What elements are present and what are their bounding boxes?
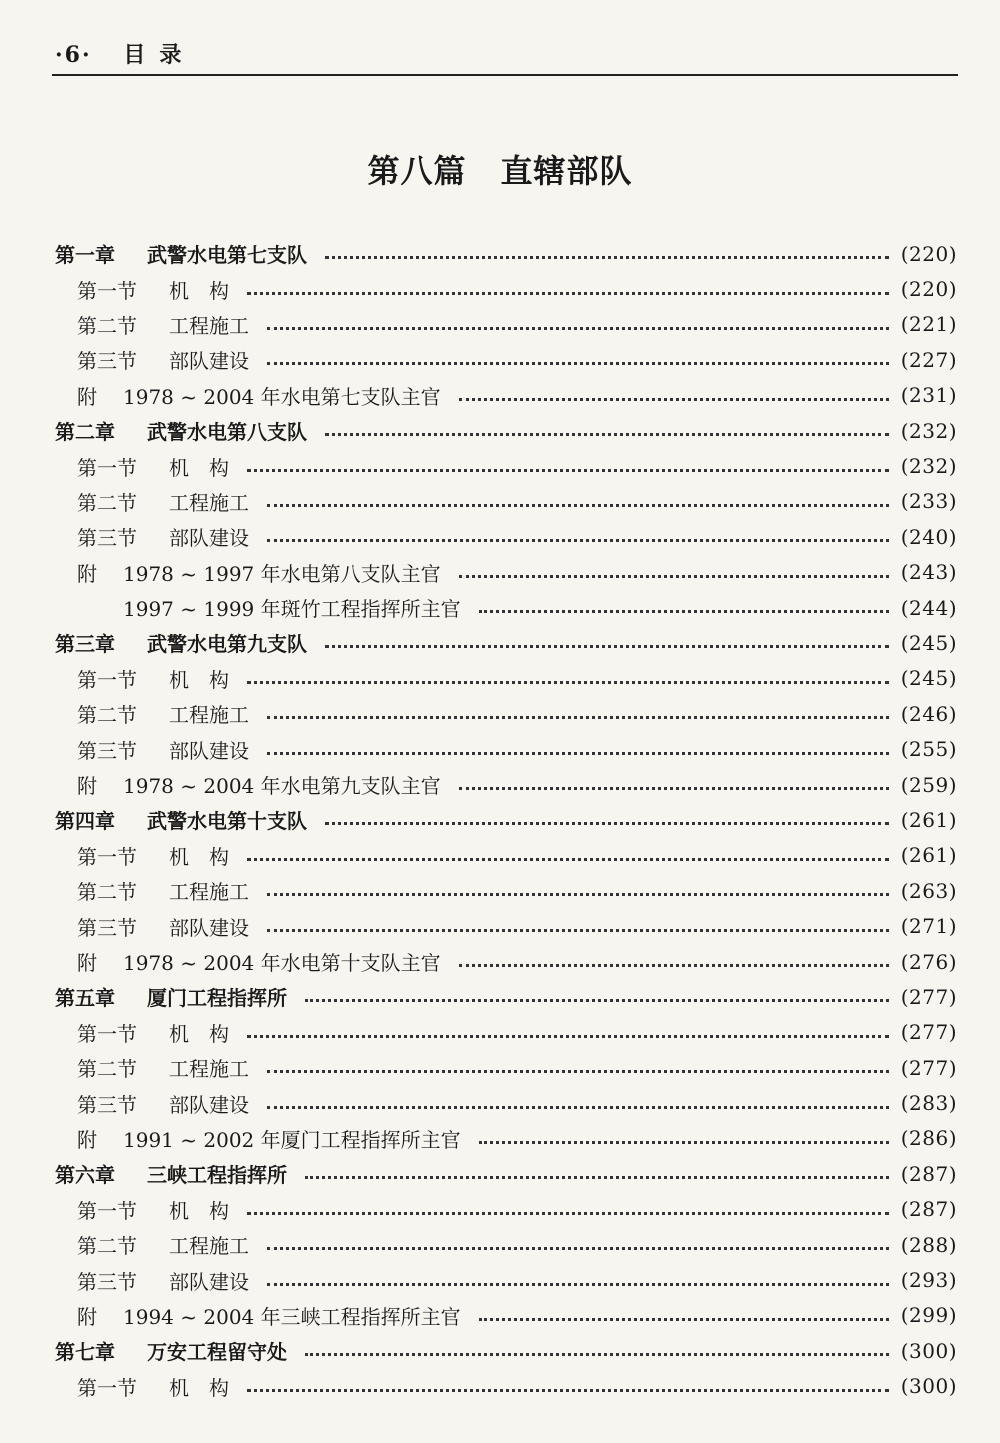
toc-entry-title: 1991 ~ 2002 年厦门工程指挥所主官 [123, 1127, 461, 1152]
toc-entry[interactable] [55, 767, 957, 802]
toc-entry-number: 附 [77, 1127, 97, 1152]
toc-entry[interactable] [55, 342, 957, 377]
toc-page-number: (277) [900, 1020, 957, 1045]
toc-entry-title: 工程施工 [169, 490, 249, 515]
toc-entry[interactable] [55, 838, 957, 873]
toc-entry-title: 武警水电第八支队 [147, 420, 307, 445]
toc-entry-number: 第二节 [77, 1057, 137, 1082]
toc-entry-label [77, 1195, 229, 1224]
toc-entry-title: 机 构 [169, 667, 229, 692]
toc-entry-label [77, 1124, 461, 1153]
toc-entry-number: 第一节 [77, 667, 137, 692]
toc-entry[interactable] [55, 448, 957, 483]
toc-page-number: (259) [900, 772, 957, 797]
toc-leader-dots [479, 606, 889, 613]
toc-entry-title: 万安工程留守处 [147, 1340, 287, 1365]
toc-entry-label [77, 947, 441, 976]
toc-entry-label [55, 628, 307, 657]
toc-entry-label [77, 770, 441, 799]
part-label: 第八篇 [367, 152, 467, 190]
toc-page-number: (300) [900, 1374, 957, 1399]
toc-page-number: (246) [900, 701, 957, 726]
toc-leader-dots [305, 1172, 889, 1179]
toc-chapter-entry[interactable] [55, 236, 957, 271]
toc-leader-dots [267, 712, 889, 719]
toc-entry-number: 第一节 [77, 278, 137, 303]
toc-chapter-entry[interactable] [55, 1156, 957, 1191]
toc-entry-title: 1994 ~ 2004 年三峡工程指挥所主官 [123, 1304, 461, 1329]
toc-leader-dots [247, 1031, 889, 1038]
toc-entry-label [77, 310, 249, 339]
toc-entry[interactable] [55, 1015, 957, 1050]
toc-page-number: (232) [900, 418, 957, 443]
toc-page-number: (287) [900, 1197, 957, 1222]
toc-entry-label [55, 1159, 287, 1188]
toc-leader-dots [267, 889, 889, 896]
toc-entry-title: 1978 ~ 2004 年水电第九支队主官 [123, 774, 441, 799]
toc-page-number: (221) [900, 312, 957, 337]
toc-entry-number: 第六章 [55, 1163, 115, 1188]
toc-leader-dots [267, 358, 889, 365]
toc-entry-title: 机 构 [169, 1021, 229, 1046]
header-page-number: ·6· [55, 42, 92, 68]
toc-entry-number: 第三节 [77, 526, 137, 551]
toc-entry-number: 第一节 [77, 1021, 137, 1046]
toc-entry-number: 第二节 [77, 313, 137, 338]
toc-entry-label [123, 593, 461, 622]
toc-entry-label [77, 1018, 229, 1047]
toc-entry[interactable] [55, 1050, 957, 1085]
toc-leader-dots [325, 818, 889, 825]
toc-page-number: (233) [900, 489, 957, 514]
toc-chapter-entry[interactable] [55, 625, 957, 660]
toc-leader-dots [267, 1279, 889, 1286]
toc-entry-number: 第三章 [55, 632, 115, 657]
toc-entry[interactable] [55, 1085, 957, 1120]
toc-leader-dots [325, 641, 889, 648]
toc-page-number: (255) [900, 737, 957, 762]
toc-entry[interactable] [55, 590, 957, 625]
toc-leader-dots [325, 252, 889, 259]
toc-entry-number: 第一章 [55, 243, 115, 268]
toc-page-number: (232) [900, 454, 957, 479]
toc-entry-title: 机 构 [169, 1198, 229, 1223]
toc-entry[interactable] [55, 908, 957, 943]
toc-entry-label [77, 345, 249, 374]
toc-entry[interactable] [55, 661, 957, 696]
toc-page-number: (240) [900, 524, 957, 549]
toc-entry-title: 1978 ~ 1997 年水电第八支队主官 [123, 561, 441, 586]
toc-entry-number: 第三节 [77, 738, 137, 763]
toc-entry-title: 三峡工程指挥所 [147, 1163, 287, 1188]
toc-entry[interactable] [55, 944, 957, 979]
toc-entry-number: 第三节 [77, 1092, 137, 1117]
toc-entry-title: 机 构 [169, 1375, 229, 1400]
toc-page-number: (220) [900, 277, 957, 302]
toc-page-number: (263) [900, 878, 957, 903]
toc-entry-label [55, 1336, 287, 1365]
toc-page-number: (293) [900, 1268, 957, 1293]
toc-entry-title: 部队建设 [169, 738, 249, 763]
running-header [55, 38, 957, 72]
toc-entry-label [55, 805, 307, 834]
toc-leader-dots [247, 288, 889, 295]
toc-entry-title: 部队建设 [169, 349, 249, 374]
toc-entry-number: 第五章 [55, 986, 115, 1011]
toc-leader-dots [459, 571, 889, 578]
toc-leader-dots [247, 1208, 889, 1215]
toc-entry-label [55, 416, 307, 445]
toc-page-number: (243) [900, 560, 957, 585]
toc-page-number: (300) [900, 1338, 957, 1363]
toc-entry-number: 第三节 [77, 915, 137, 940]
toc-entry-title: 工程施工 [169, 313, 249, 338]
toc-entry[interactable] [55, 731, 957, 766]
toc-page-number: (261) [900, 843, 957, 868]
toc-entry[interactable] [55, 1369, 957, 1404]
toc-entry[interactable] [55, 1192, 957, 1227]
toc-entry-label [77, 452, 229, 481]
toc-entry-title: 机 构 [169, 844, 229, 869]
toc-chapter-entry[interactable] [55, 413, 957, 448]
toc-entry-number: 附 [77, 774, 97, 799]
toc-chapter-entry[interactable] [55, 802, 957, 837]
toc-page-number: (287) [900, 1161, 957, 1186]
toc-entry-label [77, 735, 249, 764]
toc-entry-label [77, 1301, 461, 1330]
toc-entry-title: 机 构 [169, 278, 229, 303]
toc-entry-label [77, 699, 249, 728]
toc-leader-dots [479, 1314, 889, 1321]
toc-entry-title: 工程施工 [169, 1057, 249, 1082]
toc-entry-title: 1978 ~ 2004 年水电第七支队主官 [123, 384, 441, 409]
toc-leader-dots [247, 854, 889, 861]
toc-entry-number: 第一节 [77, 455, 137, 480]
toc-entry-label [55, 982, 287, 1011]
toc-page-number: (276) [900, 949, 957, 974]
toc-entry[interactable] [55, 873, 957, 908]
toc-page-number: (244) [900, 595, 957, 620]
toc-leader-dots [267, 1102, 889, 1109]
toc-entry-label [77, 664, 229, 693]
header-rule [52, 74, 958, 76]
toc-leader-dots [247, 465, 889, 472]
toc-page-number: (245) [900, 630, 957, 655]
toc-entry-label [77, 876, 249, 905]
toc-entry-number: 第四章 [55, 809, 115, 834]
toc-entry-label [77, 522, 249, 551]
toc-entry-title: 机 构 [169, 455, 229, 480]
toc-entry[interactable] [55, 519, 957, 554]
toc-leader-dots [325, 429, 889, 436]
toc-entry-title: 武警水电第七支队 [147, 243, 307, 268]
toc-page-number: (288) [900, 1232, 957, 1257]
toc-entry-label [77, 381, 441, 410]
toc-page-number: (220) [900, 241, 957, 266]
toc-entry-title: 部队建设 [169, 526, 249, 551]
toc-page-number: (245) [900, 666, 957, 691]
toc-entry-title: 工程施工 [169, 1234, 249, 1259]
toc-page-number: (286) [900, 1126, 957, 1151]
toc-page-number: (261) [900, 807, 957, 832]
toc-entry[interactable] [55, 1227, 957, 1262]
toc-entry[interactable] [55, 378, 957, 413]
toc-leader-dots [267, 925, 889, 932]
toc-chapter-entry[interactable] [55, 1333, 957, 1368]
toc-chapter-entry[interactable] [55, 979, 957, 1014]
part-title [0, 146, 1000, 192]
toc-page-number: (271) [900, 914, 957, 939]
toc-entry-number: 第二章 [55, 420, 115, 445]
toc-entry-label [77, 841, 229, 870]
toc-leader-dots [267, 1066, 889, 1073]
toc-page-number: (227) [900, 347, 957, 372]
toc-entry-number: 第七章 [55, 1340, 115, 1365]
toc-page-number: (283) [900, 1091, 957, 1116]
toc-leader-dots [459, 783, 889, 790]
toc-page-number: (299) [900, 1303, 957, 1328]
toc-entry-title: 部队建设 [169, 915, 249, 940]
toc-entry[interactable] [55, 1121, 957, 1156]
toc-entry-number: 第三节 [77, 1269, 137, 1294]
toc-entry-number: 第二节 [77, 880, 137, 905]
toc-entry-label [77, 1372, 229, 1401]
toc-entry-number: 第一节 [77, 1198, 137, 1223]
toc-entry-label [77, 1230, 249, 1259]
toc-entry-number: 附 [77, 951, 97, 975]
toc-leader-dots [267, 748, 889, 755]
toc-entry-title: 1978 ~ 2004 年水电第十支队主官 [123, 951, 441, 975]
toc-entry-number: 第一节 [77, 1375, 137, 1400]
toc-leader-dots [267, 500, 889, 507]
toc-entry-label [77, 487, 249, 516]
toc-entry[interactable] [55, 484, 957, 519]
toc-entry-label [77, 558, 441, 587]
toc-entry-number: 附 [77, 561, 97, 586]
toc-entry[interactable] [55, 555, 957, 590]
toc-page-number: (277) [900, 1055, 957, 1080]
toc-entry-title: 1997 ~ 1999 年斑竹工程指挥所主官 [123, 597, 461, 622]
toc-entry-label [77, 912, 249, 941]
toc-leader-dots [305, 995, 889, 1002]
toc-leader-dots [479, 1137, 889, 1144]
toc-entry-title: 部队建设 [169, 1269, 249, 1294]
toc-entry-number: 第一节 [77, 844, 137, 869]
toc-leader-dots [459, 394, 889, 401]
toc-leader-dots [247, 1385, 889, 1392]
toc-entry-number: 第二节 [77, 1234, 137, 1259]
toc-page-number: (277) [900, 984, 957, 1009]
toc-entry-number: 附 [77, 1304, 97, 1329]
toc-entry-title: 厦门工程指挥所 [147, 986, 287, 1011]
toc-entry-title: 工程施工 [169, 703, 249, 728]
toc-entry[interactable] [55, 1298, 957, 1333]
toc-entry[interactable] [55, 307, 957, 342]
toc-entry-title: 武警水电第九支队 [147, 632, 307, 657]
toc-leader-dots [247, 677, 889, 684]
toc-entry-label [55, 239, 307, 268]
toc-entry[interactable] [55, 696, 957, 731]
toc-leader-dots [305, 1349, 889, 1356]
table-of-contents [55, 236, 957, 1404]
toc-entry-number: 第三节 [77, 349, 137, 374]
toc-entry-number: 第二节 [77, 490, 137, 515]
toc-entry-label [77, 1089, 249, 1118]
toc-page-number: (231) [900, 383, 957, 408]
toc-leader-dots [267, 535, 889, 542]
toc-entry-title: 武警水电第十支队 [147, 809, 307, 834]
toc-entry[interactable] [55, 1262, 957, 1297]
toc-leader-dots [267, 323, 889, 330]
toc-entry-title: 部队建设 [169, 1092, 249, 1117]
toc-entry-label [77, 275, 229, 304]
toc-entry-label [77, 1053, 249, 1082]
toc-entry-number: 附 [77, 384, 97, 409]
toc-entry-number: 第二节 [77, 703, 137, 728]
toc-leader-dots [267, 1243, 889, 1250]
toc-entry-title: 工程施工 [169, 880, 249, 905]
header-title: 目录 [123, 42, 196, 68]
part-name: 直辖部队 [500, 152, 633, 190]
toc-entry-label [77, 1266, 249, 1295]
toc-leader-dots [459, 960, 889, 967]
toc-entry[interactable] [55, 271, 957, 306]
